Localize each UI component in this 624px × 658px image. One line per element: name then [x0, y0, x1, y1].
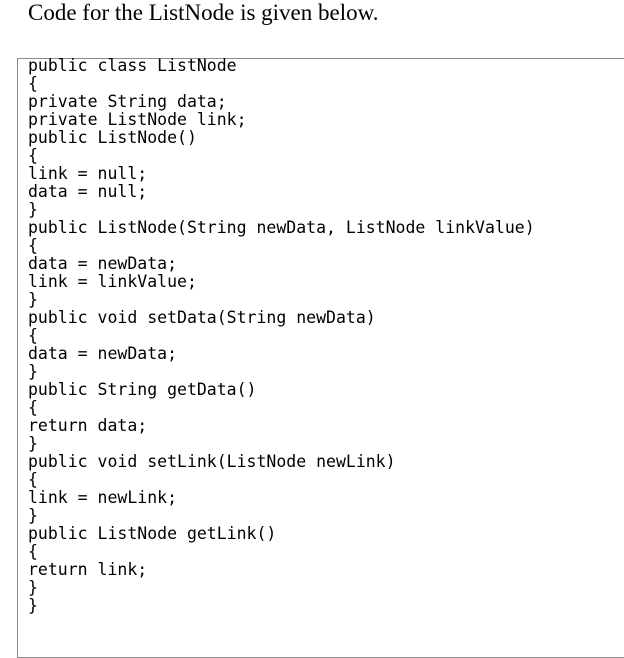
code-line: link = newLink;	[28, 488, 178, 507]
code-line: }	[28, 578, 38, 597]
code-line: private String data;	[28, 92, 227, 111]
code-line: public String getData()	[28, 380, 257, 399]
code-line: data = newData;	[28, 344, 178, 363]
code-line: public ListNode getLink()	[28, 524, 277, 543]
code-line: {	[28, 470, 38, 489]
code-line: link = null;	[28, 164, 148, 183]
code-line: {	[28, 542, 38, 561]
code-line: {	[28, 236, 38, 255]
code-line: public class ListNode	[28, 56, 237, 75]
code-line: {	[28, 146, 38, 165]
code-line: {	[28, 398, 38, 417]
code-line: public ListNode(String newData, ListNode linkValue)	[28, 218, 535, 237]
code-line: }	[28, 200, 38, 219]
code-line: public void setLink(ListNode newLink)	[28, 452, 396, 471]
code-line: {	[28, 326, 38, 345]
code-line: private ListNode link;	[28, 110, 247, 129]
code-line: data = newData;	[28, 254, 178, 273]
code-line: }	[28, 290, 38, 309]
code-block	[28, 57, 535, 615]
code-line: public ListNode()	[28, 128, 197, 147]
intro-text: Code for the ListNode is given below.	[28, 0, 379, 25]
code-line: }	[28, 362, 38, 381]
code-line: return data;	[28, 416, 148, 435]
code-line: data = null;	[28, 182, 148, 201]
code-line: link = linkValue;	[28, 272, 197, 291]
code-line: return link;	[28, 560, 148, 579]
code-line: }	[28, 506, 38, 525]
code-line: public void setData(String newData)	[28, 308, 376, 327]
code-line: }	[28, 596, 38, 615]
code-line: }	[28, 434, 38, 453]
code-line: {	[28, 74, 38, 93]
